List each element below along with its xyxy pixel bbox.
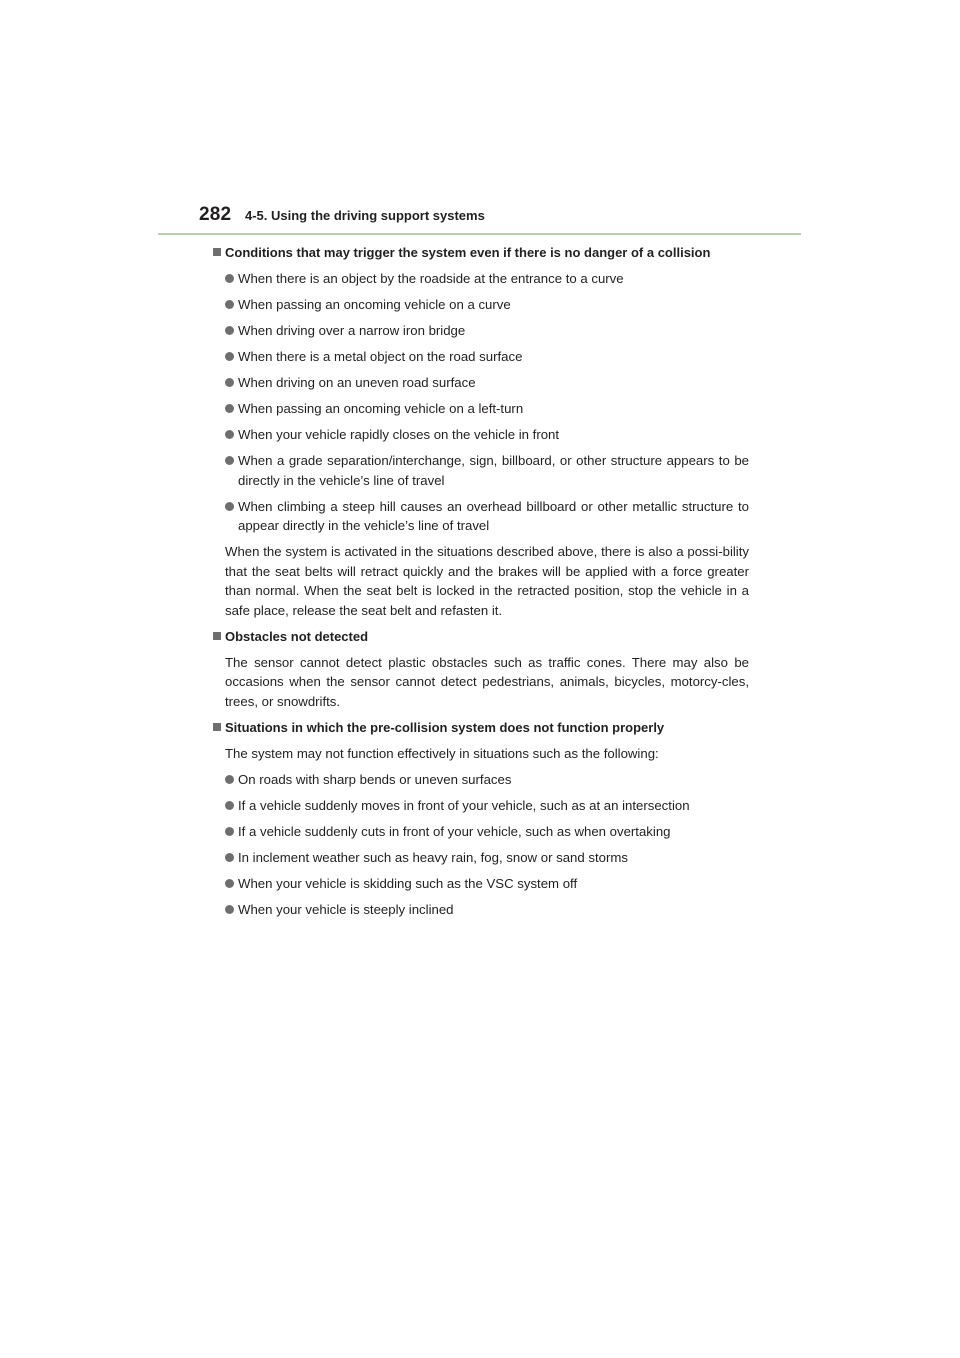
list-item: [213, 399, 749, 419]
heading-text: Obstacles not detected: [225, 628, 369, 644]
round-bullet-icon: [225, 326, 234, 335]
list-item: [213, 347, 749, 367]
list-item-text: When driving on an uneven road surface: [238, 375, 476, 390]
round-bullet-icon: [225, 456, 234, 465]
section-heading-malfunction: [213, 718, 749, 738]
list-item: [213, 822, 749, 842]
list-item: [213, 425, 749, 445]
round-bullet-icon: [225, 801, 234, 810]
round-bullet-icon: [225, 905, 234, 914]
list-item-text: If a vehicle suddenly moves in front of your vehicle, such as at an intersection: [238, 797, 690, 813]
list-item-text: When passing an oncoming vehicle on a left-turn: [238, 401, 524, 416]
list-item-text: When there is a metal object on the road surface: [238, 349, 523, 364]
list-item: [213, 796, 749, 816]
malfunction-intro: The system may not function effectively in situations such as the following:: [225, 745, 659, 761]
list-item-text: In inclement weather such as heavy rain, fog, snow or sand storms: [238, 849, 628, 865]
list-item-text: When passing an oncoming vehicle on a curve: [238, 297, 511, 312]
round-bullet-icon: [225, 502, 234, 511]
list-item-text: When there is an object by the roadside at the entrance to a curve: [238, 271, 624, 286]
seatbelt-paragraph: When the system is activated in the situations described above, there is also a possi-bility that the seat belts will retract quickly and the brakes will be applied with a force greater than normal. When the seat belt is locked in the retracted position, stop the vehicle in a safe place, release the seat belt and refasten it.: [225, 544, 749, 618]
round-bullet-icon: [225, 352, 234, 361]
round-bullet-icon: [225, 430, 234, 439]
square-bullet-icon: [213, 248, 221, 256]
list-item: [213, 874, 749, 894]
square-bullet-icon: [213, 723, 221, 731]
list-item: [213, 295, 749, 315]
page-number: 282: [199, 204, 232, 225]
list-item: [213, 373, 749, 393]
list-item-text: When climbing a steep hill causes an overhead billboard or other metallic structure to appear directly in the vehicle’s line of travel: [238, 498, 749, 533]
round-bullet-icon: [225, 404, 234, 413]
list-item: [213, 321, 749, 341]
list-item-text: On roads with sharp bends or uneven surfaces: [238, 771, 512, 787]
round-bullet-icon: [225, 827, 234, 836]
heading-text: Conditions that may trigger the system even if there is no danger of a collision: [225, 245, 711, 260]
list-item-text: When your vehicle is skidding such as the VSC system off: [238, 875, 578, 891]
list-item-text: If a vehicle suddenly cuts in front of your vehicle, such as when overtaking: [238, 823, 671, 839]
round-bullet-icon: [225, 775, 234, 784]
heading-text: Situations in which the pre-collision system does not function properly: [225, 719, 665, 735]
list-item: [213, 900, 749, 920]
list-item: [213, 848, 749, 868]
section-heading-false-triggers: [213, 243, 749, 263]
list-item-text: When driving over a narrow iron bridge: [238, 323, 466, 338]
page-header: [199, 204, 801, 234]
false-trigger-list: [213, 269, 749, 536]
round-bullet-icon: [225, 300, 234, 309]
list-item-text: When your vehicle is steeply inclined: [238, 901, 454, 917]
obstacles-paragraph: The sensor cannot detect plastic obstacles such as traffic cones. There may also be occasions when the sensor cannot detect pedestrians, animals, bicycles, motorcy-cles, trees, or snowdrifts.: [225, 654, 749, 709]
square-bullet-icon: [213, 632, 221, 640]
section-title: 4-5. Using the driving support systems: [245, 208, 485, 223]
list-item: [213, 770, 749, 790]
section-heading-obstacles: [213, 627, 749, 647]
round-bullet-icon: [225, 879, 234, 888]
list-item: [213, 269, 749, 289]
page-content: [213, 243, 749, 926]
malfunction-list: [213, 770, 749, 920]
list-item: [213, 451, 749, 490]
round-bullet-icon: [225, 378, 234, 387]
header-divider: [158, 233, 801, 235]
list-item-text: When your vehicle rapidly closes on the vehicle in front: [238, 427, 560, 442]
round-bullet-icon: [225, 853, 234, 862]
list-item: [213, 497, 749, 536]
round-bullet-icon: [225, 274, 234, 283]
list-item-text: When a grade separation/interchange, sign, billboard, or other structure appears to be directly in the vehicle’s line of travel: [238, 453, 749, 488]
